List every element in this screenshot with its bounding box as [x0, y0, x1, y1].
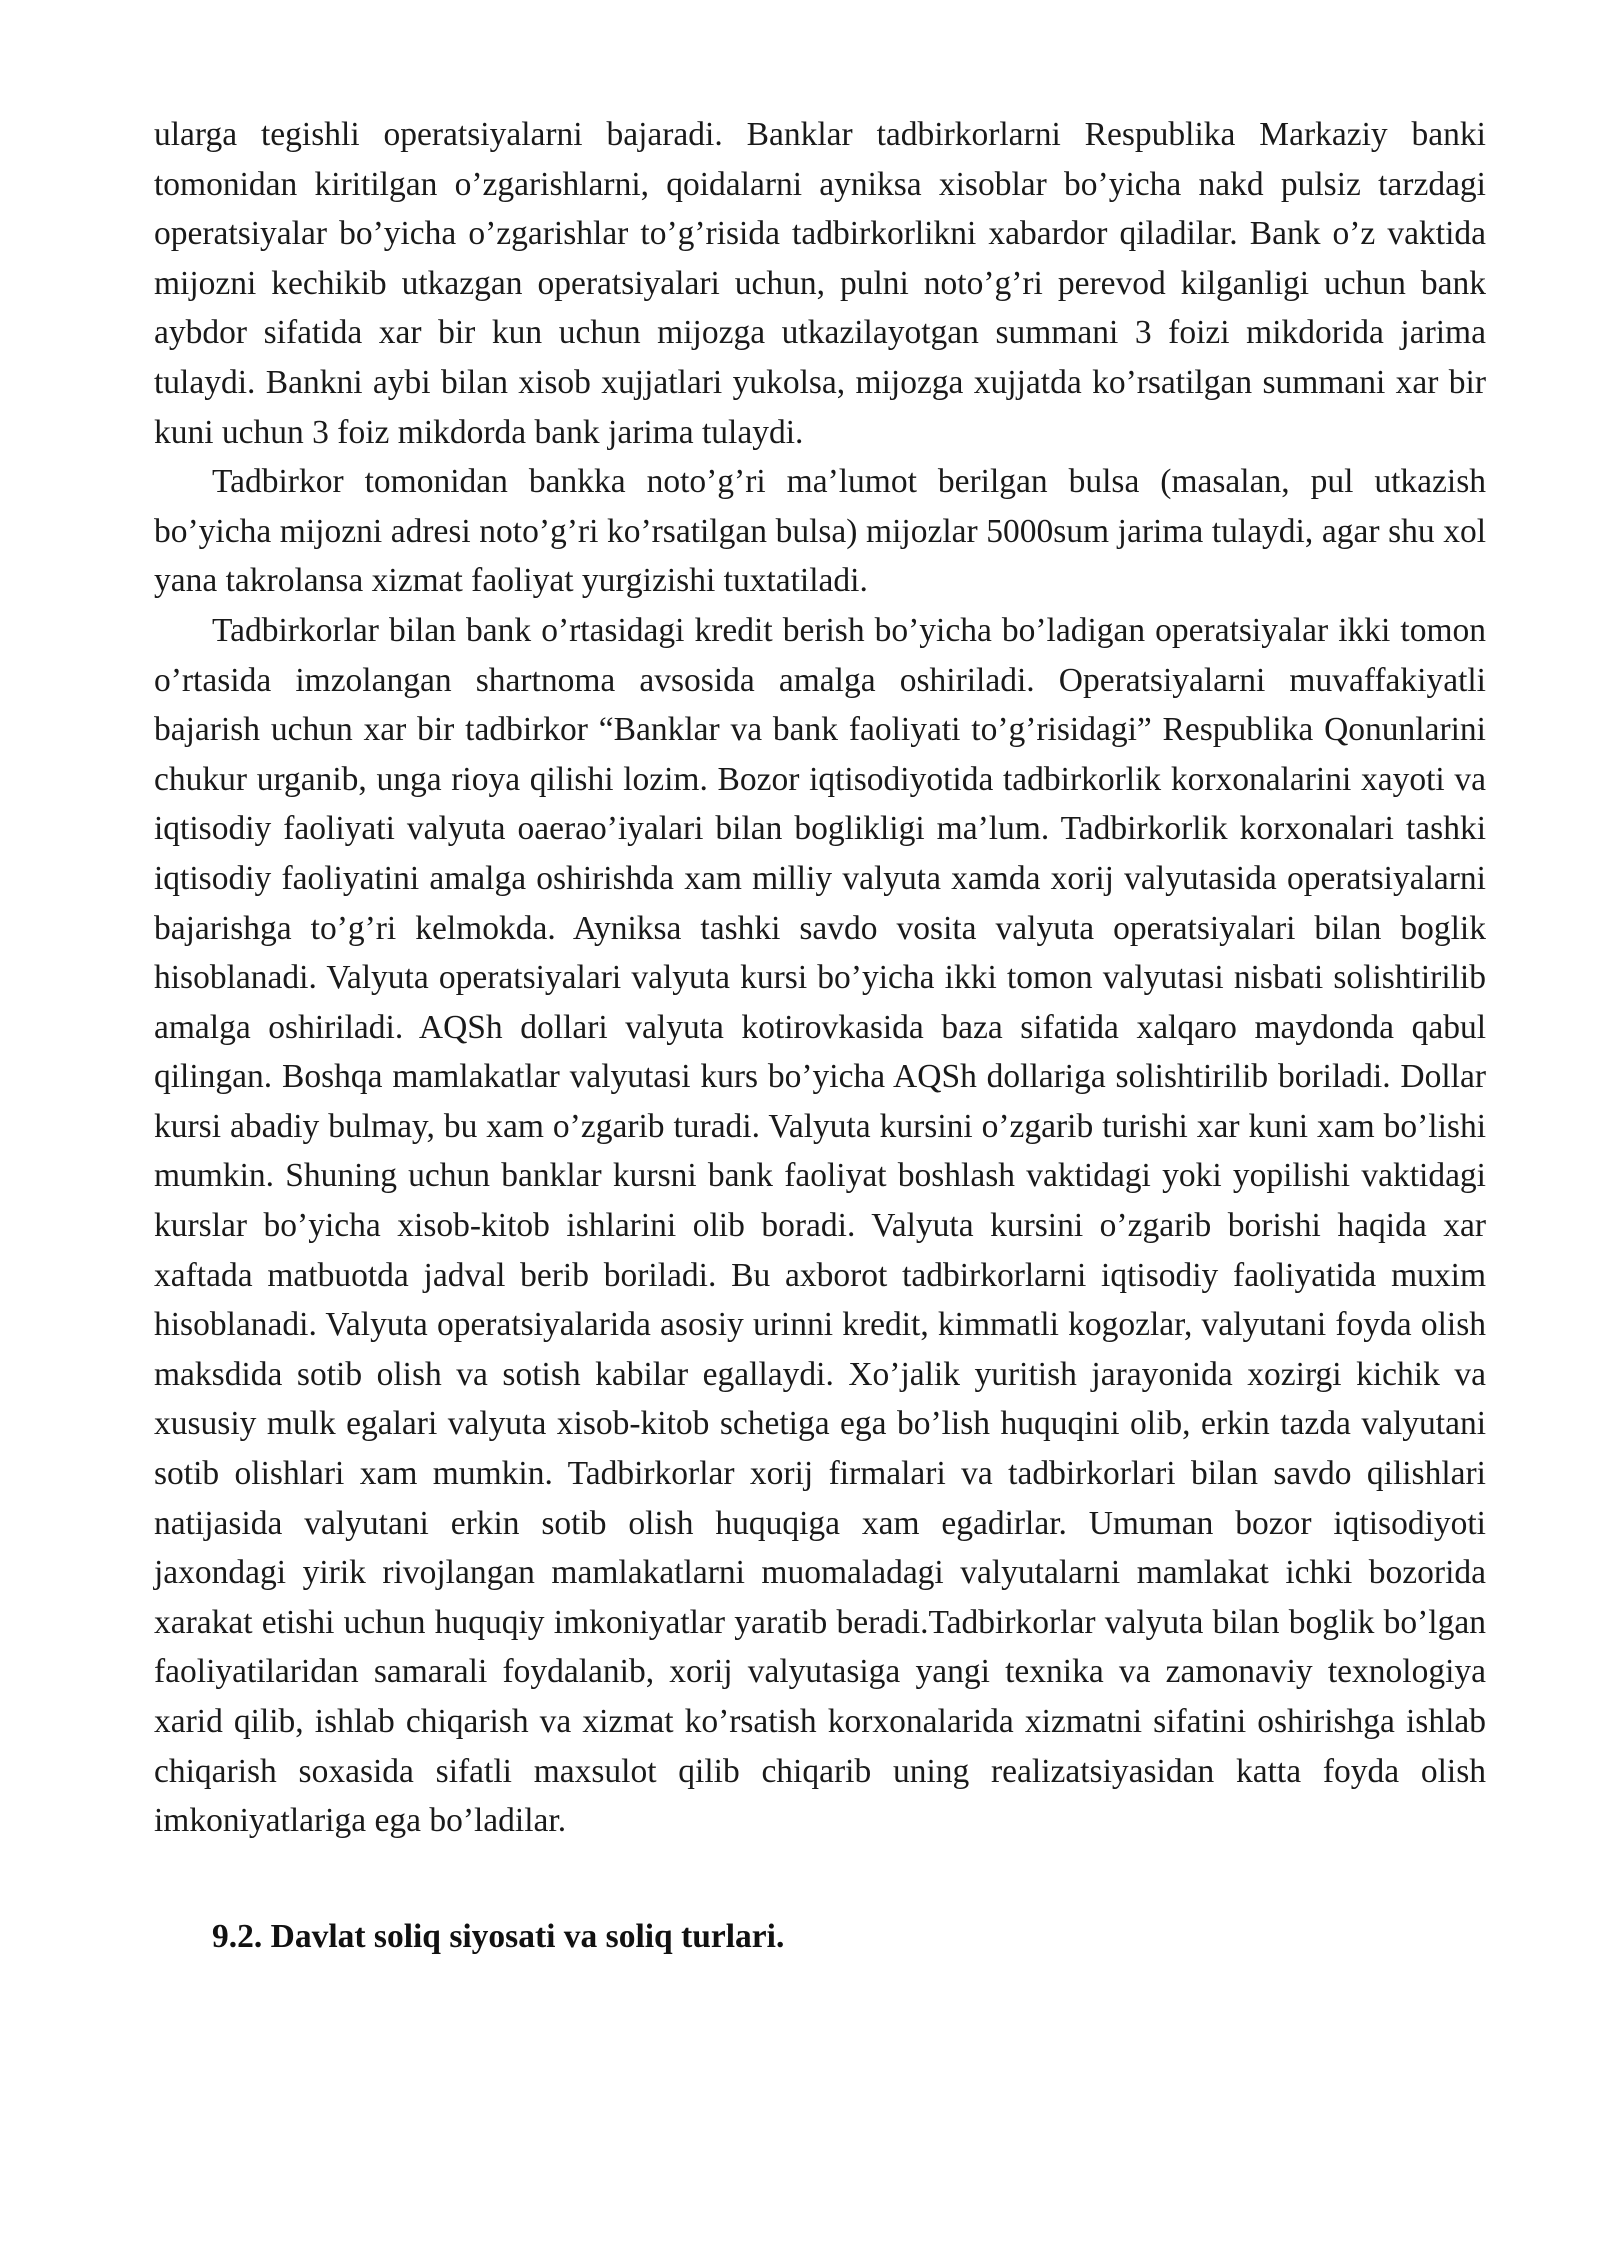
document-page — [154, 110, 1486, 1961]
paragraph-continuation: ularga tegishli operatsiyalarni bajaradi. Banklar tadbirkorlarni Respublika Markaziy banki tomonidan kiritilgan o’zgarishlarni, qoidalarni ayniksa xisoblar bo’yicha nakd pulsiz tarzdagi operatsiyalar bo’yicha o’zgarishlar to’g’risida tadbirkorlikni xabardor qiladilar. Bank o’z vaktida mijozni kechikib utkazgan operatsiyalari uchun, pulni noto’g’ri perevod kilganligi uchun bank aybdor sifatida xar bir kun uchun mijozga utkazilayotgan summani 3 foizi mikdorida jarima tulaydi. Bankni aybi bilan xisob xujjatlari yukolsa, mijozga xujjatda ko’rsatilgan summani xar bir kuni uchun 3 foiz mikdorda bank jarima tulaydi. — [154, 116, 1486, 451]
paragraph-penalty: Tadbirkor tomonidan bankka noto’g’ri ma’lumot berilgan bulsa (masalan, pul utkazish bo’yicha mijozni adresi noto’g’ri ko’rsatilgan bulsa) mijozlar 5000sum jarima tulaydi, agar shu xol yana takrolansa xizmat faoliyat yurgizishi tuxtatiladi. — [154, 463, 1486, 600]
paragraph-currency-operations: Tadbirkorlar bilan bank o’rtasidagi kredit berish bo’yicha bo’ladigan operatsiyalar ikki tomon o’rtasida imzolangan shartnoma avsosida amalga oshiriladi. Operatsiyalarni muvaffakiyatli bajarish uchun xar bir tadbirkor “Banklar va bank faoliyati to’g’risidagi” Respublika Qonunlarini chukur urganib, unga rioya qilishi lozim. Bozor iqtisodiyotida tadbirkorlik korxonalarini xayoti va iqtisodiy faoliyati valyuta oaerao’iyalari bilan boglikligi ma’lum. Tadbirkorlik korxonalari tashki iqtisodiy faoliyatini amalga oshirishda xam milliy valyuta xamda xorij valyutasida operatsiyalarni bajarishga to’g’ri kelmokda. Ayniksa tashki savdo vosita valyuta operatsiyalari bilan boglik hisoblanadi. Valyuta operatsiyalari valyuta kursi bo’yicha ikki tomon valyutasi nisbati solishtirilib amalga oshiriladi. AQSh dollari valyuta kotirovkasida baza sifatida xalqaro maydonda qabul qilingan. Boshqa mamlakatlar valyutasi kurs bo’yicha AQSh dollariga solishtirilib boriladi. Dollar kursi abadiy bulmay, bu xam o’zgarib turadi. Valyuta kursini o’zgarib turishi xar kuni xam bo’lishi mumkin. Shuning uchun banklar kursni bank faoliyat boshlash vaktidagi yoki yopilishi vaktidagi kurslar bo’yicha xisob-kitob ishlarini olib boradi. Valyuta kursini o’zgarib borishi haqida xar xaftada matbuotda jadval berib boriladi. Bu axborot tadbirkorlarni iqtisodiy faoliyatida muxim hisoblanadi. Valyuta operatsiyalarida asosiy urinni kredit, kimmatli kogozlar, valyutani foyda olish maksdida sotib olish va sotish kabilar egallaydi. Xo’jalik yuritish jarayonida xozirgi kichik va xususiy mulk egalari valyuta xisob-kitob schetiga ega bo’lish huquqini olib, erkin tazda valyutani sotib olishlari xam mumkin. Tadbirkorlar xorij firmalari va tadbirkorlari bilan savdo qilishlari natijasida valyutani erkin sotib olish huquqiga xam egadirlar. Umuman bozor iqtisodiyoti jaxondagi yirik rivojlangan mamlakatlarni muomaladagi valyutalarni mamlakat ichki bozorida xarakat etishi uchun huquqiy imkoniyatlar yaratib beradi.Tadbirkorlar valyuta bilan boglik bo’lgan faoliyatilaridan samarali foydalanib, xorij valyutasiga yangi texnika va zamonaviy texnologiya xarid qilib, ishlab chiqarish va xizmat ko’rsatish korxonalarida xizmatni sifatini oshirishga ishlab chiqarish soxasida sifatli maxsulot qilib chiqarib uning realizatsiyasidan katta foyda olish imkoniyatlariga ega bo’ladilar. — [154, 611, 1486, 1840]
section-heading: 9.2. Davlat soliq siyosati va soliq turlari. — [212, 1917, 785, 1955]
